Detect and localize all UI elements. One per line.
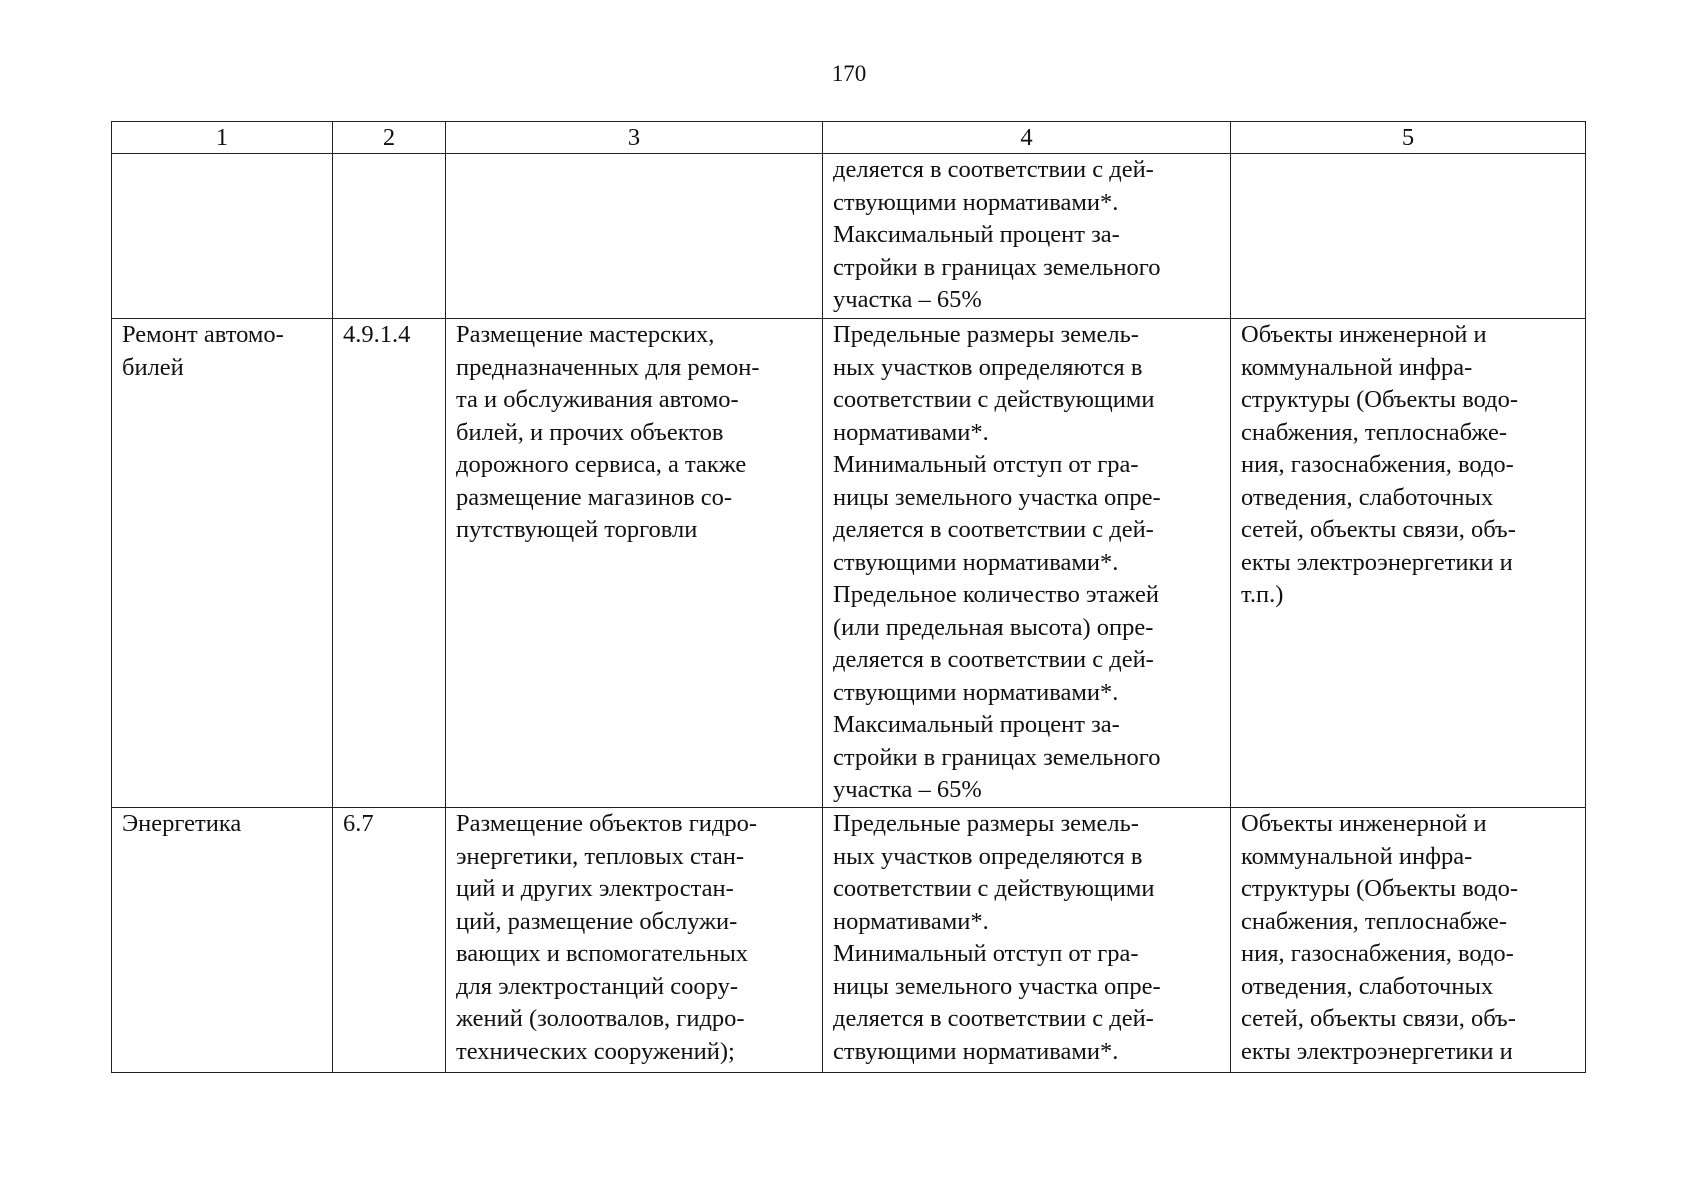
table-row (112, 319, 1586, 808)
text-line: сетей, объекты связи, объ- (1241, 516, 1516, 543)
text-line: 4.9.1.4 (343, 321, 411, 348)
text-line: участка – 65% (833, 776, 982, 803)
text-line: деляется в соответствии с дей- (833, 1005, 1154, 1032)
text-line: екты электроэнергетики и (1241, 548, 1513, 576)
text-line: жений (золоотвалов, гидро- (456, 1005, 745, 1032)
land-use-table (111, 121, 1586, 1073)
parameters-cell (823, 319, 1231, 808)
text-line: ных участков определяются в (833, 842, 1143, 870)
text-line: Предельные размеры земель- (833, 810, 1139, 837)
text-line: Предельное количество этажей (833, 581, 1159, 608)
text-line: Предельные размеры земель- (833, 321, 1139, 348)
auxiliary-uses-cell (1231, 154, 1586, 319)
header-row (112, 122, 1586, 154)
text-line: технических сооружений); (456, 1037, 735, 1065)
text-line: ствующими нормативами*. (833, 1037, 1119, 1065)
text-line: стройки в границах земельного (833, 253, 1161, 281)
text-line: ствующими нормативами*. (833, 678, 1119, 706)
text-line: Объекты инженерной и (1241, 321, 1487, 348)
table-row (112, 154, 1586, 319)
text-line: билей (122, 353, 184, 381)
text-line: ствующими нормативами*. (833, 548, 1119, 576)
text-line: деляется в соответствии с дей- (833, 646, 1154, 673)
text-line: ницы земельного участка опре- (833, 483, 1161, 511)
text-line: участка – 65% (833, 286, 982, 313)
text-line: нормативами*. (833, 907, 989, 935)
text-line: дорожного сервиса, а также (456, 451, 747, 478)
text-line: Минимальный отступ от гра- (833, 451, 1139, 478)
text-line: коммунальной инфра- (1241, 842, 1473, 870)
text-line: Минимальный отступ от гра- (833, 940, 1139, 967)
text-line: ния, газоснабжения, водо- (1241, 940, 1514, 967)
text-line: ций, размещение обслужи- (456, 907, 738, 935)
column-header: 5 (1231, 122, 1586, 154)
column-header: 1 (112, 122, 333, 154)
code-cell (333, 808, 446, 1073)
description-cell (446, 154, 823, 319)
text-line: структуры (Объекты водо- (1241, 875, 1519, 902)
auxiliary-uses-cell (1231, 319, 1586, 808)
text-line: соответствии с действующими (833, 875, 1155, 902)
text-line: та и обслуживания автомо- (456, 386, 739, 413)
text-line: путствующей торговли (456, 516, 698, 543)
text-line: Ремонт автомо- (122, 321, 284, 348)
column-header: 3 (446, 122, 823, 154)
text-line: нормативами*. (833, 418, 989, 446)
text-line: соответствии с действующими (833, 386, 1155, 413)
parameters-cell (823, 808, 1231, 1073)
text-line: Максимальный процент за- (833, 221, 1120, 248)
text-line: деляется в соответствии с дей- (833, 156, 1154, 183)
text-line: снабжения, теплоснабже- (1241, 418, 1508, 446)
text-line: т.п.) (1241, 581, 1284, 608)
text-line: деляется в соответствии с дей- (833, 516, 1154, 543)
text-line: коммунальной инфра- (1241, 353, 1473, 381)
description-cell (446, 808, 823, 1073)
text-line: (или предельная высота) опре- (833, 613, 1154, 641)
parameters-cell (823, 154, 1231, 319)
text-line: энергетики, тепловых стан- (456, 842, 745, 870)
use-type-cell (112, 319, 333, 808)
text-line: Энергетика (122, 810, 242, 837)
text-line: Размещение мастерских, (456, 321, 715, 348)
use-type-cell (112, 154, 333, 319)
table-row (112, 808, 1586, 1073)
text-line: Максимальный процент за- (833, 711, 1120, 738)
text-line: предназначенных для ремон- (456, 353, 760, 381)
description-cell (446, 319, 823, 808)
text-line: ния, газоснабжения, водо- (1241, 451, 1514, 478)
text-line: структуры (Объекты водо- (1241, 386, 1519, 413)
auxiliary-uses-cell (1231, 808, 1586, 1073)
text-line: билей, и прочих объектов (456, 418, 724, 446)
use-type-cell (112, 808, 333, 1073)
text-line: вающих и вспомогательных (456, 940, 749, 967)
text-line: размещение магазинов со- (456, 483, 733, 511)
column-header: 4 (823, 122, 1231, 154)
text-line: стройки в границах земельного (833, 743, 1161, 771)
text-line: сетей, объекты связи, объ- (1241, 1005, 1516, 1032)
text-line: 6.7 (343, 810, 374, 837)
text-line: отведения, слаботочных (1241, 972, 1494, 1000)
code-cell (333, 154, 446, 319)
text-line: ницы земельного участка опре- (833, 972, 1161, 1000)
text-line: отведения, слаботочных (1241, 483, 1494, 511)
page-number: 170 (831, 61, 867, 86)
column-header: 2 (333, 122, 446, 154)
text-line: ствующими нормативами*. (833, 188, 1119, 216)
text-line: ций и других электростан- (456, 875, 734, 902)
text-line: екты электроэнергетики и (1241, 1037, 1513, 1065)
text-line: ных участков определяются в (833, 353, 1143, 381)
text-line: снабжения, теплоснабже- (1241, 907, 1508, 935)
text-line: для электростанций соору- (456, 972, 738, 1000)
code-cell (333, 319, 446, 808)
text-line: Размещение объектов гидро- (456, 810, 758, 837)
text-line: Объекты инженерной и (1241, 810, 1487, 837)
